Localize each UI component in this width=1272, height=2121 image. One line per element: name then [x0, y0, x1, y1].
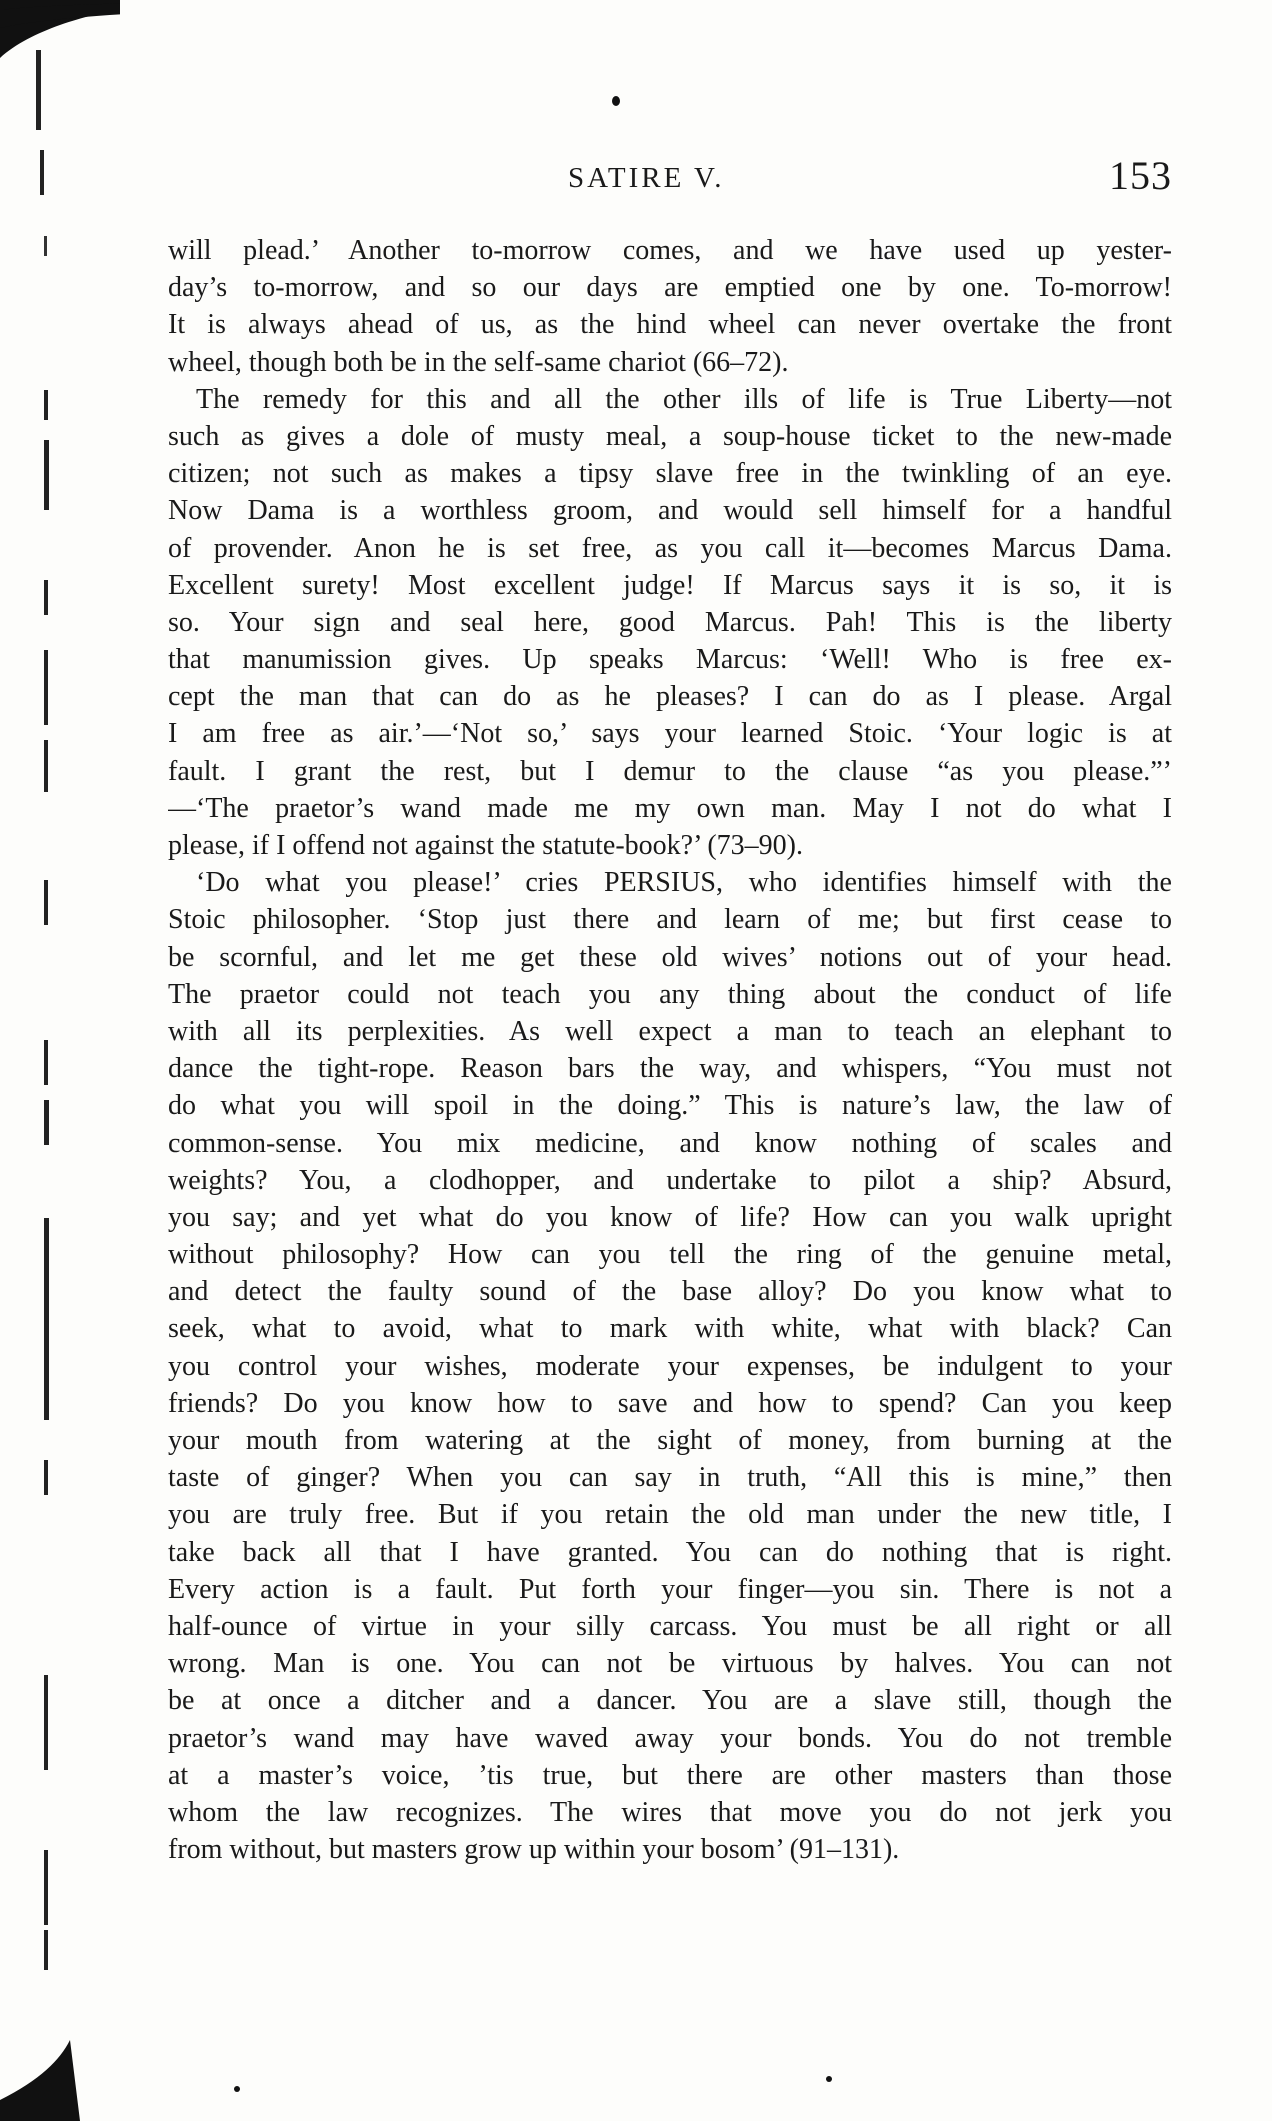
text-line: whom the law recognizes. The wires that move you do not jerk you: [168, 1796, 1172, 1828]
text-line: be scornful, and let me get these old wives’ notions out of your head.: [168, 941, 1172, 973]
text-line: The remedy for this and all the other ills of life is True Liberty—not: [196, 383, 1172, 415]
text-line: The praetor could not teach you any thing about the conduct of life: [168, 978, 1172, 1010]
text-line: that manumission gives. Up speaks Marcus: ‘Well! Who is free ex-: [168, 644, 1172, 676]
text-line: and detect the faulty sound of the base alloy? Do you know what to: [168, 1276, 1172, 1308]
text-line: with all its perplexities. As well expect a man to teach an elephant to: [168, 1015, 1172, 1047]
scan-speck: [826, 2076, 832, 2082]
text-line: Stoic philosopher. ‘Stop just there and learn of me; but first cease to: [168, 904, 1172, 936]
body-text: [168, 232, 1172, 1868]
text-line: your mouth from watering at the sight of money, from burning at the: [168, 1425, 1172, 1456]
text-line: such as gives a dole of musty meal, a soup-house ticket to the new-made: [168, 420, 1172, 452]
text-line: wheel, though both be in the self-same chariot (66–72).: [168, 346, 789, 378]
text-line: you control your wishes, moderate your expenses, be indulgent to your: [168, 1350, 1172, 1382]
running-head: SATIRE V.: [568, 162, 725, 194]
text-line: at a master’s voice, ’tis true, but there are other masters than those: [168, 1759, 1172, 1791]
text-line: so. Your sign and seal here, good Marcus. Pah! This is the liberty: [168, 606, 1172, 638]
text-line: seek, what to avoid, what to mark with white, what with black? Can: [168, 1313, 1172, 1345]
text-line: wrong. Man is one. You can not be virtuous by halves. You can not: [168, 1648, 1172, 1680]
text-line: taste of ginger? When you can say in truth, “All this is mine,” then: [168, 1462, 1172, 1494]
text-line: Now Dama is a worthless groom, and would sell himself for a handful: [168, 495, 1172, 527]
text-line: without philosophy? How can you tell the ring of the genuine metal,: [168, 1239, 1172, 1271]
text-line: you are truly free. But if you retain the old man under the new title, I: [168, 1499, 1172, 1531]
text-line: I am free as air.’—‘Not so,’ says your learned Stoic. ‘Your logic is at: [168, 718, 1172, 750]
scan-binding-edge: [0, 0, 120, 2121]
scan-speck: [612, 96, 620, 106]
text-line: do what you will spoil in the doing.” This is nature’s law, the law of: [168, 1090, 1172, 1122]
text-line: half-ounce of virtue in your silly carcass. You must be all right or all: [168, 1610, 1172, 1642]
text-line: dance the tight-rope. Reason bars the way, and whispers, “You must not: [168, 1053, 1172, 1085]
text-line: cept the man that can do as he pleases? I can do as I please. Argal: [168, 681, 1172, 713]
text-line: friends? Do you know how to save and how to spend? Can you keep: [168, 1387, 1172, 1419]
text-line: praetor’s wand may have waved away your bonds. You do not tremble: [168, 1722, 1172, 1754]
text-line: be at once a ditcher and a dancer. You are a slave still, though the: [168, 1685, 1172, 1717]
text-line: Excellent surety! Most excellent judge! If Marcus says it is so, it is: [168, 569, 1172, 601]
text-line: common-sense. You mix medicine, and know nothing of scales and: [168, 1127, 1172, 1159]
page-header: [168, 152, 1172, 202]
text-line: will plead.’ Another to-morrow comes, and we have used up yester-: [168, 235, 1172, 266]
text-line: please, if I offend not against the statute-book?’ (73–90).: [168, 830, 803, 861]
text-line: you say; and yet what do you know of life? How can you walk upright: [168, 1201, 1172, 1233]
text-line: take back all that I have granted. You can do nothing that is right.: [168, 1536, 1172, 1568]
text-line: of provender. Anon he is set free, as you call it—becomes Marcus Dama.: [168, 532, 1172, 564]
text-line: day’s to-morrow, and so our days are emptied one by one. To-morrow!: [168, 272, 1172, 304]
text-line: fault. I grant the rest, but I demur to the clause “as you please.”’: [168, 755, 1172, 787]
text-line: Every action is a fault. Put forth your finger—you sin. There is not a: [168, 1573, 1172, 1605]
text-line: weights? You, a clodhopper, and undertake to pilot a ship? Absurd,: [168, 1164, 1172, 1196]
page-number: 153: [1109, 153, 1172, 198]
text-line: from without, but masters grow up within your bosom’ (91–131).: [168, 1834, 900, 1866]
text-line: citizen; not such as makes a tipsy slave free in the twinkling of an eye.: [168, 458, 1172, 490]
scan-speck: [234, 2086, 240, 2092]
text-line: It is always ahead of us, as the hind wheel can never overtake the front: [168, 309, 1172, 341]
text-line: —‘The praetor’s wand made me my own man. May I not do what I: [168, 792, 1172, 824]
text-line: ‘Do what you please!’ cries PERSIUS, who identifies himself with the: [196, 867, 1172, 899]
